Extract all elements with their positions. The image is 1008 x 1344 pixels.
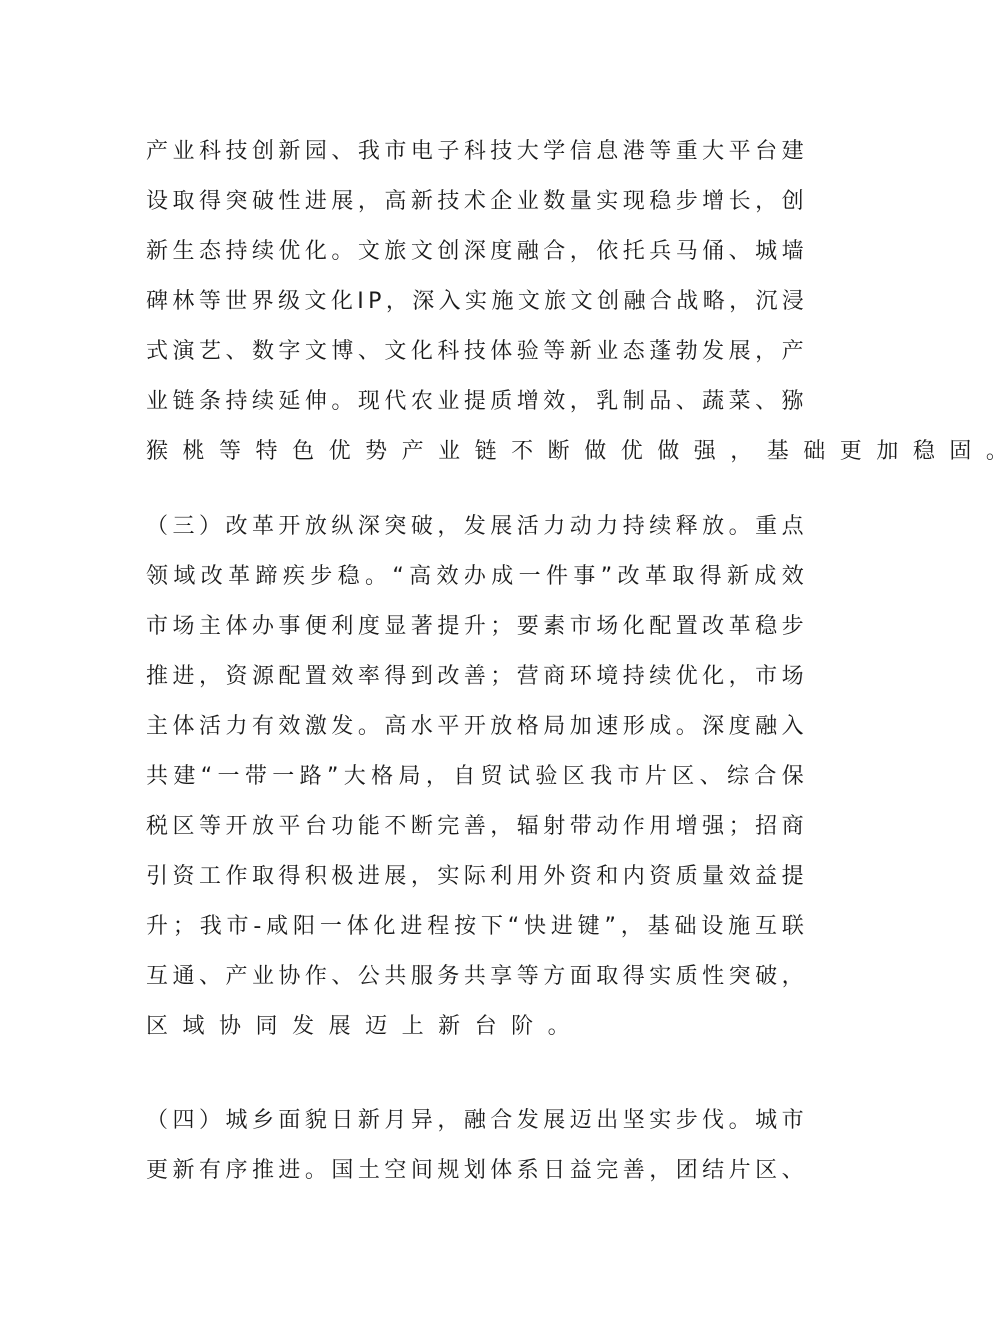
text-line: 升 ； 我 市 - 咸 阳 一 体 化 进 程 按 下 “ 快 进 键 ” ， 基 础 设 施 互 联 (146, 914, 804, 939)
text-line: 主 体 活 力 有 效 激 发 。 高 水 平 开 放 格 局 加 速 形 成 。 深 度 融 入 (146, 714, 804, 739)
text-line: 税 区 等 开 放 平 台 功 能 不 断 完 善 ， 辐 射 带 动 作 用 增 强 ； 招 商 (146, 814, 804, 839)
section-heading-line: （ 四 ） 城 乡 面 貌 日 新 月 异 ， 融 合 发 展 迈 出 坚 实 步 伐 。 城 市 (146, 1108, 804, 1133)
document-page (146, 131, 1008, 1200)
text-line: 碑 林 等 世 界 级 文 化 I P ， 深 入 实 施 文 旅 文 创 融 合 战 略 ， 沉 浸 (146, 289, 804, 314)
text-line: 市 场 主 体 办 事 便 利 度 显 著 提 升 ； 要 素 市 场 化 配 置 改 革 稳 步 (146, 614, 804, 639)
section-heading-line: （ 三 ） 改 革 开 放 纵 深 突 破 ， 发 展 活 力 动 力 持 续 释 放 。 重 点 (146, 514, 804, 539)
text-line: 区 域 协 同 发 展 迈 上 新 台 阶 。 (146, 1014, 570, 1039)
text-line: 更 新 有 序 推 进 。 国 土 空 间 规 划 体 系 日 益 完 善 ， 团 结 片 区 、 (146, 1158, 804, 1183)
paragraph-spacer (146, 1056, 804, 1100)
text-line: 式 演 艺 、 数 字 文 博 、 文 化 科 技 体 验 等 新 业 态 蓬 勃 发 展 ， 产 (146, 339, 804, 364)
text-line: 推 进 ， 资 源 配 置 效 率 得 到 改 善 ； 营 商 环 境 持 续 优 化 ， 市 场 (146, 664, 804, 689)
paragraph-section-3 (146, 506, 804, 1056)
text-line: 新 生 态 持 续 优 化 。 文 旅 文 创 深 度 融 合 ， 依 托 兵 马 俑 、 城 墙 (146, 239, 804, 264)
paragraph-spacer (146, 481, 804, 506)
text-line: 猴 桃 等 特 色 优 势 产 业 链 不 断 做 优 做 强 ， 基 础 更 加 稳 固 。 (146, 439, 1008, 464)
text-line: 引 资 工 作 取 得 积 极 进 展 ， 实 际 利 用 外 资 和 内 资 质 量 效 益 提 (146, 864, 804, 889)
text-line: 业 链 条 持 续 延 伸 。 现 代 农 业 提 质 增 效 ， 乳 制 品 、 蔬 菜 、 猕 (146, 389, 804, 414)
text-line: 共 建 “ 一 带 一 路 ” 大 格 局 ， 自 贸 试 验 区 我 市 片 区 、 综 合 保 (146, 764, 804, 789)
text-line: 产 业 科 技 创 新 园 、 我 市 电 子 科 技 大 学 信 息 港 等 重 大 平 台 建 (146, 139, 804, 164)
paragraph-continuation (146, 131, 1008, 481)
text-line: 互 通 、 产 业 协 作 、 公 共 服 务 共 享 等 方 面 取 得 实 质 性 突 破 ， (146, 964, 804, 989)
text-line: 设 取 得 突 破 性 进 展 ， 高 新 技 术 企 业 数 量 实 现 稳 步 增 长 ， 创 (146, 189, 804, 214)
paragraph-section-4 (146, 1100, 804, 1200)
text-line: 领 域 改 革 蹄 疾 步 稳 。 “ 高 效 办 成 一 件 事 ” 改 革 取 得 新 成 效 (146, 564, 804, 589)
